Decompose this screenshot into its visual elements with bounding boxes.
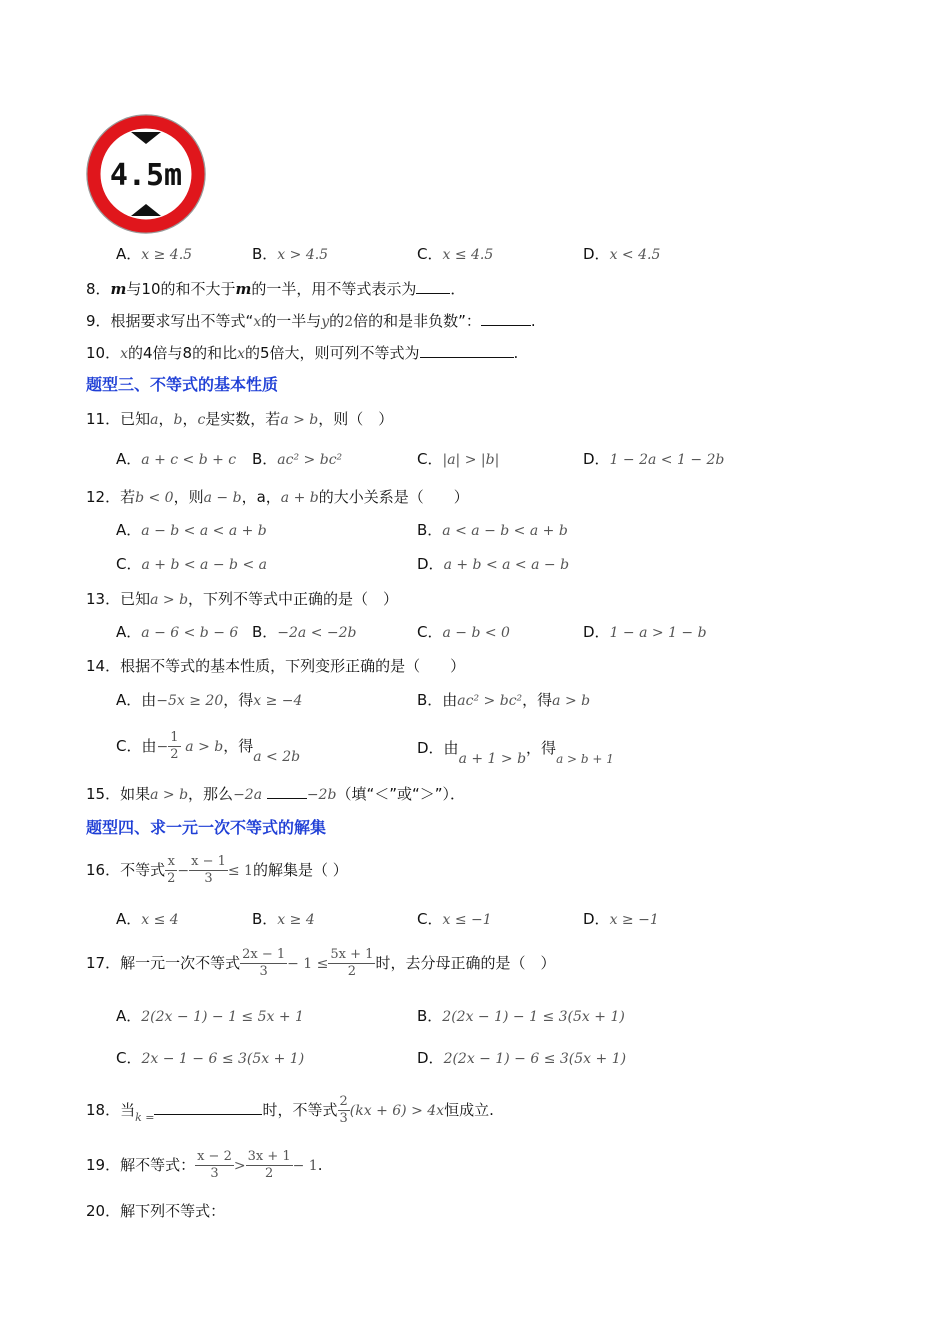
question-18: 18．当$_{k =}$ 时，不等式 $\frac{2}{3}$ (kx + 6) > 4x恒成立. (86, 1094, 494, 1126)
q14-option-b[interactable]: B．由ac² > bc²，得a > b (417, 691, 591, 709)
question-11: 11．已知a，b，c是实数，若a > b，则（ ） (86, 410, 394, 428)
answer-blank[interactable] (420, 343, 514, 358)
question-12: 12．若b < 0，则a − b，a，a + b的大小关系是（ ） (86, 488, 469, 506)
q14-option-c[interactable]: C．由− $\frac{1}{2}$ a > b，得a < 2b (116, 730, 301, 765)
question-19: 19．解不等式： $\frac{x - 2}{3}$ > $\frac{3x + 1}{2}$ − 1. (86, 1149, 323, 1181)
q16-option-a[interactable]: A．x ≤ 4 (116, 910, 179, 928)
question-10: 10．x的4倍与8的和比x的5倍大，则可列不等式为 . (86, 344, 519, 362)
height-limit-sign (84, 112, 208, 236)
q12-option-a[interactable]: A．a − b < a < a + b (116, 521, 267, 539)
answer-blank[interactable] (154, 1100, 262, 1115)
sign-text: 4.5m (109, 158, 183, 193)
answer-blank[interactable] (416, 279, 450, 294)
answer-blank[interactable] (481, 311, 531, 326)
q14-option-d[interactable]: D．由a + 1 > b，得$_{a > b + 1}$ (417, 739, 614, 767)
q11-option-b[interactable]: B．ac² > bc² (252, 450, 343, 468)
q13-option-b[interactable]: B．−2a < −2b (252, 623, 357, 641)
q7-option-c[interactable]: C．x ≤ 4.5 (417, 245, 494, 263)
question-17: 17．解一元一次不等式 $\frac{2x - 1}{3}$ − 1 ≤ $\frac{5x + 1}{2}$ 时，去分母正确的是（ ） (86, 947, 556, 979)
q12-option-d[interactable]: D．a + b < a < a − b (417, 555, 570, 573)
question-16: 16．不等式 $\frac{x}{2}$ − $\frac{x - 1}{3}$ ≤ 1的解集是（ ） (86, 854, 348, 886)
question-13: 13．已知a > b，下列不等式中正确的是（ ） (86, 590, 399, 608)
q12-option-b[interactable]: B．a < a − b < a + b (417, 521, 568, 539)
q11-option-a[interactable]: A．a + c < b + c (116, 450, 237, 468)
question-14: 14．根据不等式的基本性质，下列变形正确的是（ ） (86, 657, 466, 675)
q16-option-d[interactable]: D．x ≥ −1 (583, 910, 659, 928)
question-9: 9．根据要求写出不等式“x的一半与y的2倍的和是非负数”： . (86, 312, 536, 330)
q13-option-d[interactable]: D．1 − a > 1 − b (583, 623, 707, 641)
q17-option-c[interactable]: C．2x − 1 − 6 ≤ 3(5x + 1) (116, 1049, 305, 1067)
q14-option-a[interactable]: A．由−5x ≥ 20，得x ≥ −4 (116, 691, 303, 709)
q17-option-a[interactable]: A．2(2x − 1) − 1 ≤ 5x + 1 (116, 1007, 304, 1025)
q17-option-b[interactable]: B．2(2x − 1) − 1 ≤ 3(5x + 1) (417, 1007, 625, 1025)
q7-option-a[interactable]: A．x ≥ 4.5 (116, 245, 193, 263)
q7-option-d[interactable]: D．x < 4.5 (583, 245, 661, 263)
q13-option-c[interactable]: C．a − b < 0 (417, 623, 510, 641)
question-8: 8．m与10的和不大于m的一半，用不等式表示为 ． (86, 280, 466, 298)
question-15: 15．如果a > b，那么−2a −2b（填“＜”或“＞”）． (86, 785, 466, 803)
q12-option-c[interactable]: C．a + b < a − b < a (116, 555, 267, 573)
q13-option-a[interactable]: A．a − 6 < b − 6 (116, 623, 239, 641)
q11-option-c[interactable]: C．|a| > |b| (417, 450, 500, 468)
answer-blank[interactable] (267, 784, 307, 799)
q7-option-b[interactable]: B．x > 4.5 (252, 245, 329, 263)
section-heading-4: 题型四、求一元一次不等式的解集 (86, 818, 327, 837)
q17-option-d[interactable]: D．2(2x − 1) − 6 ≤ 3(5x + 1) (417, 1049, 627, 1067)
q16-option-c[interactable]: C．x ≤ −1 (417, 910, 492, 928)
q16-option-b[interactable]: B．x ≥ 4 (252, 910, 315, 928)
question-20: 20．解下列不等式： (86, 1202, 226, 1220)
q11-option-d[interactable]: D．1 − 2a < 1 − 2b (583, 450, 725, 468)
section-heading-3: 题型三、不等式的基本性质 (86, 375, 279, 394)
